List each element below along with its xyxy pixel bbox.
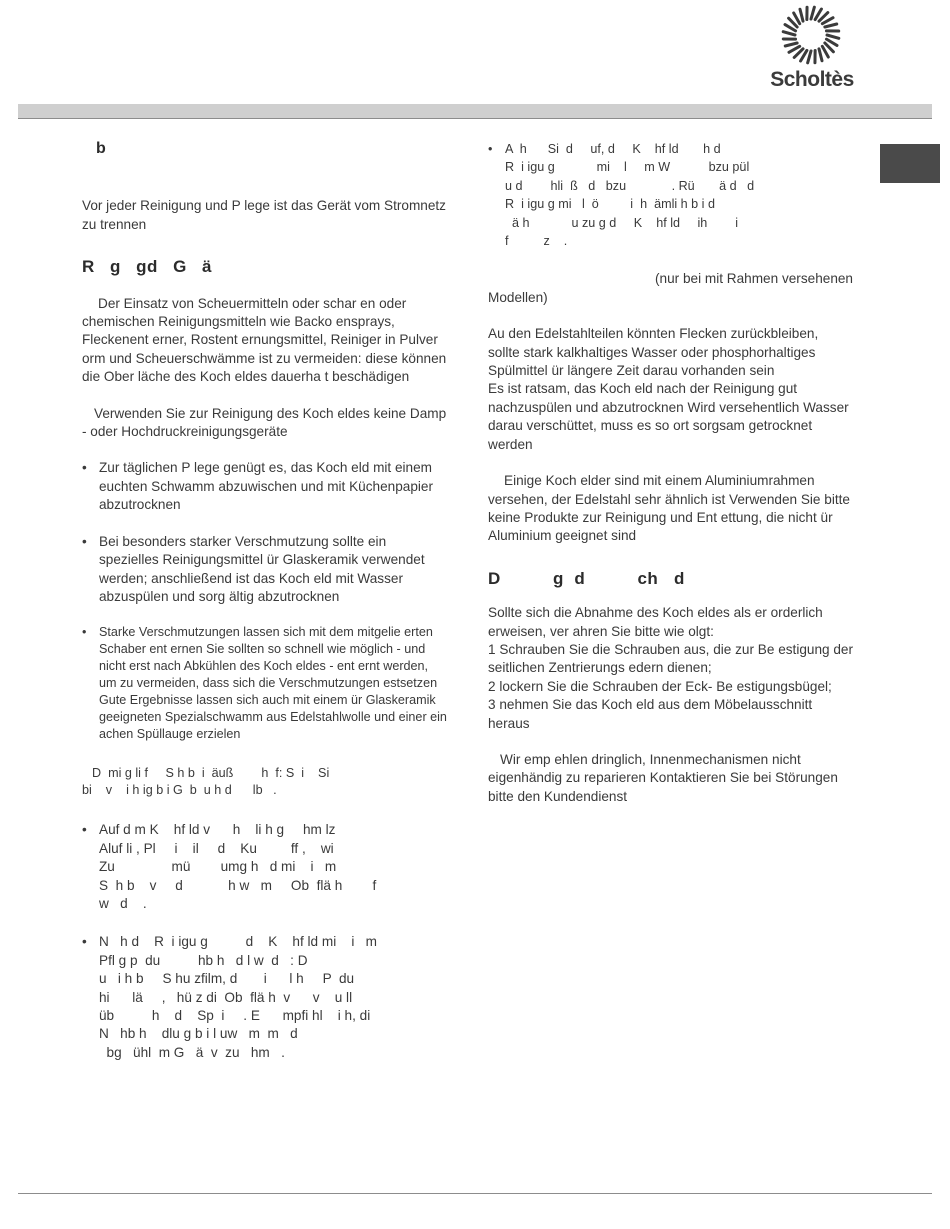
- sunburst-ray: [822, 18, 833, 24]
- sunburst-ray: [811, 7, 814, 19]
- paragraph: Vor jeder Reinigung und P lege ist das Gerät vom Stromnetz zu trennen: [82, 198, 446, 232]
- sunburst-logo-icon: [780, 4, 842, 66]
- sunburst-ray: [819, 49, 822, 61]
- sunburst-ray: [789, 46, 800, 52]
- header-rule: [18, 104, 932, 119]
- list-item: • Bei besonders starker Verschmutzung sollte ein spezielles Reinigungsmittel ür Glaskeramik verwendet werden; anschließend ist das Koch eld mit Wasser abzuspülen und sorg ältig abzutrocknen: [82, 533, 447, 607]
- sunburst-ray: [827, 35, 839, 38]
- garbled-line: bi v i h ig b i G b u h d lb .: [82, 783, 277, 798]
- paragraph: Sollte sich die Abnahme des Koch eldes als er orderlich erweisen, ver ahren Sie bitte wie olgt:: [488, 605, 823, 639]
- footer-rule: [18, 1193, 932, 1194]
- paragraph: Es ist ratsam, das Koch eld nach der Reinigung gut nachzuspülen und abzutrocknen Wird versehentlich Wasser darau verschüttet, muss es so ort sorgsam getrocknet werden: [488, 381, 849, 452]
- sunburst-ray: [794, 13, 800, 24]
- sunburst-ray: [783, 32, 795, 35]
- paragraph: Wir emp ehlen dringlich, Innenmechanismen nicht eigenhändig zu reparieren Kontaktieren Sie bei Störungen bitte den Kundendienst: [488, 751, 838, 804]
- list-item: • Auf d m K hf ld v h li h g hm lz Aluf li , Pl i il d Ku ff , wi Zu mü umg h d mi i m S h b v d h w m Ob flä h f w d .: [82, 821, 447, 913]
- bullet-list: [82, 821, 447, 1062]
- section-tab: [880, 144, 940, 183]
- step-item: 2 lockern Sie die Schrauben der Eck- Be estigungsbügel;: [488, 678, 832, 694]
- sunburst-ray: [808, 51, 811, 63]
- sunburst-ray: [822, 46, 828, 57]
- brand-name: Scholtès: [770, 68, 854, 91]
- section-heading: R g gd G ä: [82, 257, 212, 277]
- step-item: 3 nehmen Sie das Koch eld aus dem Möbelausschnitt heraus: [488, 697, 813, 731]
- bullet-list: [488, 140, 853, 250]
- section-heading: D g d ch d: [488, 568, 685, 588]
- paragraph: Modellen): [488, 289, 548, 305]
- list-item: • Zur täglichen P lege genügt es, das Koch eld mit einem euchten Schwamm abzuwischen und mit Küchenpapier abzutrocknen: [82, 459, 447, 514]
- bullet-list: [82, 459, 447, 743]
- paragraph: Der Einsatz von Scheuermitteln oder schar en oder chemischen Reinigungsmitteln wie Backo ensprays, Fleckenent erner, Rostent ernungsmittel, Reiniger in Pulver orm und Scheuerschwämme ist zu vermeiden: diese können die Ober läche des Koch eldes dauerha t beschädigen: [82, 295, 447, 385]
- list-item: • N h d R i igu g d K hf ld mi i m Pfl g p du hb h d l w d : D u i h b S hu zfilm, d i l h P du hi lä , hü z di Ob flä h v v u ll üb h d Sp i . E mpfi hl i h, di N hb h dlu g b i l uw m m d bg ühl m G ä v zu hm .: [82, 933, 447, 1062]
- paragraph: Au den Edelstahlteilen könnten Flecken zurückbleiben, sollte stark kalkhaltiges Wasser oder phosphorhaltiges Spülmittel ür längere Zeit darau vorhanden sein: [488, 326, 819, 379]
- paragraph: (nur bei mit Rahmen versehenen: [655, 271, 853, 287]
- paragraph: Einige Koch elder sind mit einem Aluminiumrahmen versehen, der Edelstahl sehr ähnlich ist Verwenden Sie bitte keine Produkte zur Reinigung und Ent ettung, die nicht ür Aluminium geeignet sind: [488, 473, 850, 544]
- sunburst-ray: [825, 24, 837, 27]
- garbled-line: D mi g li f S h b i äuß h f: S i Si: [92, 766, 330, 781]
- step-item: 1 Schrauben Sie die Schrauben aus, die zur Be estigung der seitlichen Zentrierungs edern dienen;: [488, 641, 854, 676]
- right-column: [488, 140, 853, 806]
- section-heading: b: [96, 140, 107, 157]
- sunburst-ray: [800, 9, 803, 21]
- sunburst-ray: [785, 43, 797, 46]
- list-item: • Starke Verschmutzungen lassen sich mit dem mitgelie erten Schaber ent ernen Sie sollten so schnell wie möglich - und nicht erst nach Abkühlen des Koch eldes - ent ernt werden, um zu vermeiden, dass sich die Verschmutzungen estsetzen Gute Ergebnisse lassen sich auch mit einem ür Glaskeramik geeigneten Spezialschwamm aus Edelstahlwolle und einer ein achen Spüllauge erzielen: [82, 624, 447, 743]
- list-item: • A h Si d uf, d K hf ld h d R i igu g mi l m W bzu pül u d hli ß d bzu . Rü ä d d R i igu g mi l ö i h ämli h b i d ä h u zu g d K hf ld ih i f z .: [488, 140, 853, 250]
- left-column: [82, 140, 447, 1062]
- paragraph: Verwenden Sie zur Reinigung des Koch eldes keine Damp - oder Hochdruckreinigungsgeräte: [82, 405, 447, 440]
- brand-logo: [762, 2, 862, 92]
